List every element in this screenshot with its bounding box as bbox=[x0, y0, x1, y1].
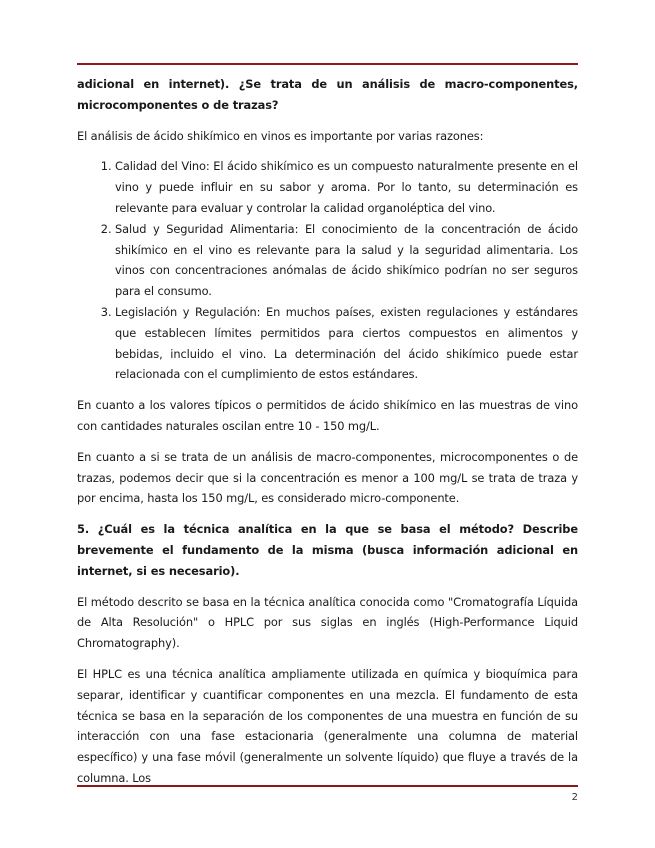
document-body bbox=[77, 74, 578, 789]
classification-paragraph: En cuanto a si se trata de un análisis de macro-componentes, microcomponentes o de trazas, podemos decir que si la concentración es menor a 100 mg/L se trata de traza y por encima, hasta los 150 mg/L, es considerado micro-componente. bbox=[77, 449, 578, 506]
header-rule bbox=[77, 63, 578, 65]
footer-rule bbox=[77, 785, 578, 787]
reasons-list bbox=[77, 156, 578, 385]
hplc-paragraph: El HPLC es una técnica analítica ampliamente utilizada en química y bioquímica para separar, identificar y cuantificar componentes en una mezcla. El fundamento de esta técnica se basa en la separación de los componentes de una muestra en función de su interacción con una fase estacionaria (generalmente una columna de material específico) y una fase móvil (generalmente un solvente líquido) que fluye a través de la columna. Los bbox=[77, 666, 578, 785]
question-5-heading: 5. ¿Cuál es la técnica analítica en la que se basa el método? Describe brevemente el fundamento de la misma (busca información adicional en internet, si es necesario). bbox=[77, 522, 578, 578]
intro-paragraph: El análisis de ácido shikímico en vinos es importante por varias razones: bbox=[77, 128, 484, 143]
page-number: 2 bbox=[571, 792, 578, 803]
list-item: 1. Calidad del Vino: El ácido shikímico es un compuesto naturalmente presente en el vino y puede influir en su sabor y aroma. Por lo tanto, su determinación es relevante para evaluar y controlar la calidad organoléptica del vino. bbox=[115, 156, 578, 218]
list-item: 2. Salud y Seguridad Alimentaria: El conocimiento de la concentración de ácido shikímico en el vino es relevante para la salud y la seguridad alimentaria. Los vinos con concentraciones anómalas de ácido shikímico podrían no ser seguros para el consumo. bbox=[115, 219, 578, 302]
question-4-heading-continuation: adicional en internet). ¿Se trata de un análisis de macro-componentes, microcomponentes o de trazas? bbox=[77, 77, 578, 112]
values-paragraph: En cuanto a los valores típicos o permitidos de ácido shikímico en las muestras de vino con cantidades naturales oscilan entre 10 - 150 mg/L. bbox=[77, 398, 578, 433]
method-paragraph: El método descrito se basa en la técnica analítica conocida como "Cromatografía Líquida de Alta Resolución" o HPLC por sus siglas en inglés (High-Performance Liquid Chromatography). bbox=[77, 594, 578, 651]
list-item: 3. Legislación y Regulación: En muchos países, existen regulaciones y estándares que establecen límites permitidos para ciertos compuestos en alimentos y bebidas, incluido el vino. La determinación del ácido shikímico puede estar relacionada con el cumplimiento de estos estándares. bbox=[115, 302, 578, 385]
